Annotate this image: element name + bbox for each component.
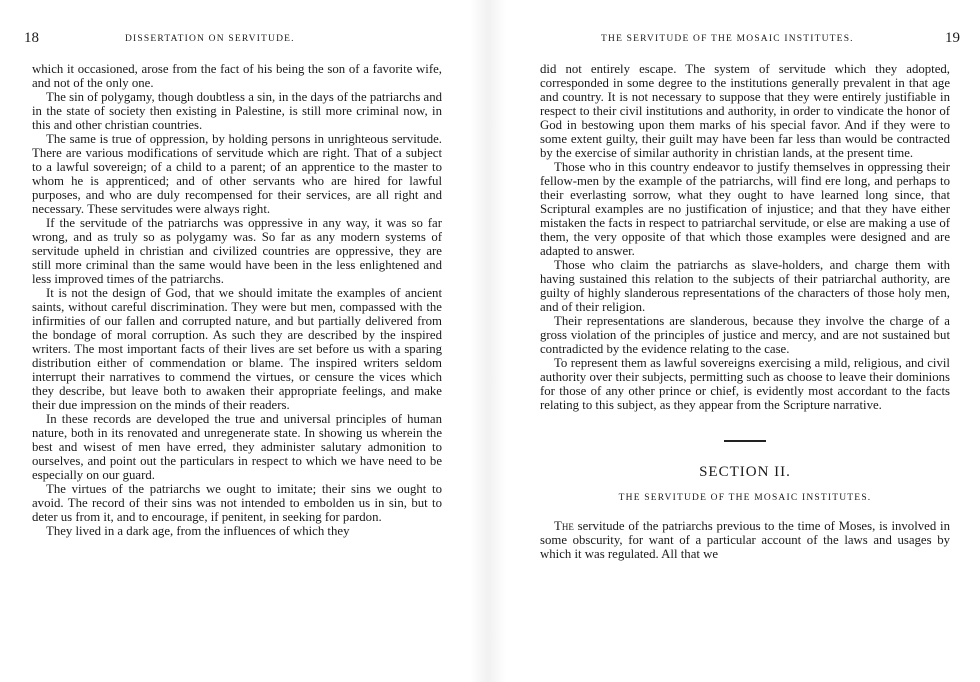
opening-word: The: [554, 519, 574, 533]
paragraph: Those who in this country endeavor to justify themselves in oppressing their fellow-men by the example of the patriarchs, will find ere long, and perhaps to their everlasting sorrow, what they ought to have learned long since, that Scriptural examples are no justification of injustice; and that they have either mistaken the facts in respect to patriarchal servitude, or else are making a use of them, the very opposite of that which those examples were designed and are adapted to answer.: [540, 160, 950, 258]
paragraph: The same is true of oppression, by holding persons in unrighteous servitude. There are various modifications of servitude which are right. That of a subject to a lawful sovereign; of a child to a parent; of an apprentice to the master to whom he is apprenticed; and of other servants who are hired for lawful purposes, and who are duly recompensed for their services, are all right and necessary. These servitudes were always right.: [32, 132, 442, 216]
opening-paragraph-text: servitude of the patriarchs previous to the time of Moses, is involved in some obscurity, for want of a particular account of the laws and usages by which it was regulated. All that we: [540, 519, 950, 561]
paragraph: Their representations are slanderous, because they involve the charge of a gross violation of the principles of justice and mercy, and are not sustained but contradicted by the evidence relating to the case.: [540, 314, 950, 356]
paragraph: did not entirely escape. The system of servitude which they adopted, corresponded in some degree to the institutions generally prevalent in that age and country. It is not necessary to suppose that they were entirely justifiable in respect to their civil institutions and authority, in order to vindicate the honor of God in bestowing upon them marks of his special favor. And if they were to some extent guilty, their guilt may have been far less than would be contracted by the exercise of similar authority in christian lands, at the present time.: [540, 62, 950, 160]
right-text-column: [540, 62, 950, 561]
left-page: [0, 0, 482, 682]
paragraph: The sin of polygamy, though doubtless a sin, in the days of the patriarchs and in the state of society then existing in Palestine, is still more criminal now, in this and other christian countries.: [32, 90, 442, 132]
right-running-head: THE SERVITUDE OF THE MOSAIC INSTITUTES.: [601, 34, 854, 44]
paragraph: Those who claim the patriarchs as slave-holders, and charge them with having sustained this relation to the subjects of their patriarchal authority, are guilty of highly slanderous representations of the characters of those holy men, and of their religion.: [540, 258, 950, 314]
left-text-column: [32, 62, 442, 538]
section-opening-paragraph: [540, 519, 950, 561]
left-page-number: 18: [24, 30, 39, 46]
paragraph: It is not the design of God, that we should imitate the examples of ancient saints, without careful discrimination. They were but men, compassed with the infirmities of our fallen and corrupted nature, and but partially delivered from the bondage of moral corruption. As such they are described by the inspired writers. The most important facts of their lives are set before us with a sparing distribution either of commendation or blame. The inspired writers seldom interrupt their narratives to commend the virtues, or censure the vices which they describe, but leave both to awaken their appropriate feelings, and make their due impression on the minds of their readers.: [32, 286, 442, 412]
paragraph: In these records are developed the true and universal principles of human nature, both in its renovated and unregenerate state. In showing us wherein the best and wisest of men have erred, they administer salutary admonition to ourselves, and point out the particulars in respect to which we have need to be especially on our guard.: [32, 412, 442, 482]
left-running-head: DISSERTATION ON SERVITUDE.: [125, 34, 295, 44]
paragraph: If the servitude of the patriarchs was oppressive in any way, it was so far wrong, and as truly so as polygamy was. So far as any modern systems of servitude upheld in christian and civilized countries are oppressive, they are still more criminal than the same would have been in the less enlightened and less improved times of the patriarchs.: [32, 216, 442, 286]
paragraph: The virtues of the patriarchs we ought to imitate; their sins we ought to avoid. The record of their sins was not intended to embolden us in sin, but to deter us from it, and to encourage, if penitent, in seeking for pardon.: [32, 482, 442, 524]
right-page-number: 19: [945, 30, 960, 46]
section-title: SECTION II.: [699, 464, 791, 480]
paragraph: To represent them as lawful sovereigns exercising a mild, religious, and civil authority over their subjects, permitting such as choose to leave their dominions for those of any other prince or chief, is evidently most accordant to the facts relating to this subject, as they appear from the Scripture narrative.: [540, 356, 950, 412]
section-subtitle: THE SERVITUDE OF THE MOSAIC INSTITUTES.: [618, 493, 872, 503]
right-page: [490, 0, 980, 682]
section-divider-rule: [724, 440, 766, 442]
paragraph: They lived in a dark age, from the influences of which they: [46, 524, 350, 538]
paragraph: which it occasioned, arose from the fact of his being the son of a favorite wife, and not of the only one.: [32, 62, 442, 90]
